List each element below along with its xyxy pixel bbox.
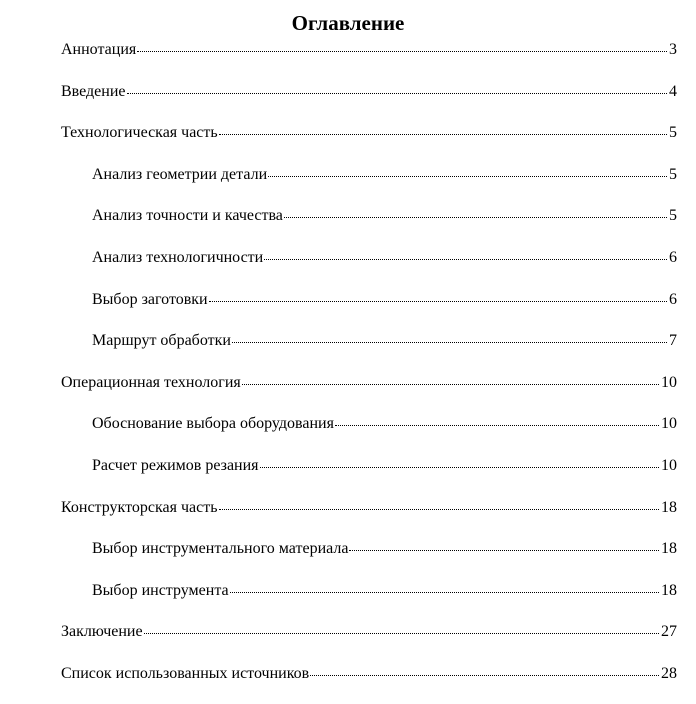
toc-entry[interactable] [0,577,696,619]
toc-page-number: 6 [669,290,677,308]
toc-page-number: 28 [661,664,677,682]
dot-leader [232,329,667,345]
toc-entry[interactable] [0,286,696,328]
toc-page-number: 5 [669,165,677,183]
toc-entry[interactable] [0,327,696,369]
toc-entry-label: Маршрут обработки [92,332,231,350]
toc-entry-label: Анализ точности и качества [92,207,283,225]
toc-entry-label: Список использованных источников [61,664,310,682]
toc-page-number: 18 [661,498,677,516]
toc-page-number: 4 [669,82,677,100]
toc-entry[interactable] [0,618,696,660]
dot-leader [219,496,660,512]
dot-leader [127,80,668,96]
toc-entry[interactable] [0,202,696,244]
toc-entry-label: Операционная технология [61,373,241,391]
toc-entry[interactable] [0,410,696,452]
toc-entry-label: Обоснование выбора оборудования [92,415,334,433]
toc-entry-label: Конструкторская часть [61,498,218,516]
dot-leader [209,288,667,304]
toc-page-number: 6 [669,248,677,266]
toc-entry-label: Выбор заготовки [92,290,208,308]
toc-entry-label: Выбор инструментального материала [92,540,349,558]
toc-entry[interactable] [0,119,696,161]
dot-leader [144,620,659,636]
toc-page-number: 18 [661,581,677,599]
dot-leader [268,163,667,179]
toc-page-number: 27 [661,623,677,641]
toc-entry[interactable] [0,78,696,120]
dot-leader [219,121,667,137]
toc-page-number: 18 [661,540,677,558]
toc-entry[interactable] [0,244,696,286]
toc-entry[interactable] [0,36,696,78]
dot-leader [264,246,667,262]
dot-leader [284,204,667,220]
toc-entry[interactable] [0,494,696,536]
table-of-contents [0,36,696,702]
toc-page-number: 10 [661,373,677,391]
toc-entry-label: Расчет режимов резания [92,456,259,474]
toc-entry[interactable] [0,369,696,411]
toc-page-number: 3 [669,41,677,58]
toc-page-number: 10 [661,456,677,474]
dot-leader [335,412,659,428]
toc-entry-label: Анализ геометрии детали [92,165,268,183]
dot-leader [310,662,659,678]
dot-leader [242,371,659,387]
dot-leader [137,38,667,54]
toc-page-number: 5 [669,124,677,142]
toc-entry[interactable] [0,452,696,494]
toc-page-number: 5 [669,207,677,225]
dot-leader [230,579,659,595]
toc-title: Оглавление [291,11,405,35]
toc-entry-label: Заключение [61,623,143,641]
toc-entry-label: Аннотация [61,41,137,58]
toc-entry-label: Введение [61,82,126,100]
toc-entry[interactable] [0,660,696,702]
toc-entry-label: Технологическая часть [61,124,218,142]
toc-entry[interactable] [0,161,696,203]
toc-entry-label: Анализ технологичности [92,248,264,266]
toc-entry-label: Выбор инструмента [92,581,229,599]
toc-page-number: 7 [669,332,677,350]
dot-leader [349,537,659,553]
toc-entry[interactable] [0,535,696,577]
dot-leader [260,454,659,470]
toc-page-number: 10 [661,415,677,433]
